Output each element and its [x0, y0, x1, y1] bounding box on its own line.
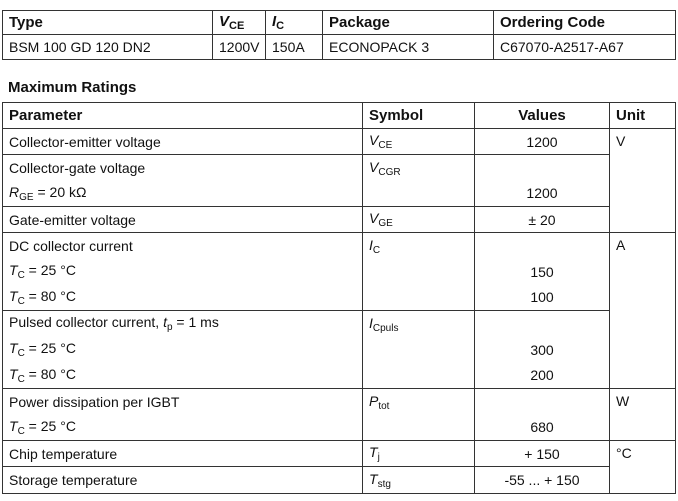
- symbol-ptot: $P_{tot}$: [363, 389, 475, 441]
- param-pulsed-collector-current: Pulsed collector current, $t_p = 1$ ms: [3, 311, 363, 337]
- col-unit: Unit: [610, 103, 676, 129]
- value-icpuls-80: 200: [475, 363, 610, 389]
- table-row: [3, 155, 676, 181]
- col-type: Type: [3, 11, 213, 35]
- table-row: [3, 259, 676, 285]
- param-collector-emitter-voltage: Collector-emitter voltage: [3, 129, 363, 155]
- param-ic-tc-25: $T_C = 25$ °C: [3, 259, 363, 285]
- symbol-ic: $I_C$: [363, 233, 475, 311]
- symbol-vge: $V_{GE}$: [363, 207, 475, 233]
- table-row: [3, 389, 676, 415]
- param-dc-collector-current: DC collector current: [3, 233, 363, 259]
- table-row: [3, 311, 676, 337]
- col-package: Package: [323, 11, 494, 35]
- value-tstg: -55 ... + 150: [475, 467, 610, 494]
- col-symbol: Symbol: [363, 103, 475, 129]
- param-ic-tc-80: $T_C = 80$ °C: [3, 285, 363, 311]
- param-ptot-tc-25: $T_C = 25$ °C: [3, 415, 363, 441]
- table-row: [3, 129, 676, 155]
- table-row: [3, 441, 676, 467]
- table-row: [3, 207, 676, 233]
- table-row: [3, 337, 676, 363]
- header-row: [3, 11, 676, 35]
- param-storage-temperature: Storage temperature: [3, 467, 363, 494]
- table-row: [3, 233, 676, 259]
- symbol-tj: $T_j$: [363, 441, 475, 467]
- maximum-ratings-title: Maximum Ratings: [8, 79, 137, 96]
- param-icpuls-tc-25: $T_C = 25$ °C: [3, 337, 363, 363]
- symbol-vcgr: $V_{CGR}$: [363, 155, 475, 207]
- col-vce: $V_{CE}$: [213, 11, 266, 35]
- vce-value: 1200V: [213, 35, 266, 60]
- param-chip-temperature: Chip temperature: [3, 441, 363, 467]
- product-header-table: [2, 10, 676, 60]
- value-ptot: 680: [475, 415, 610, 441]
- col-values: Values: [475, 103, 610, 129]
- value-ic-25: 150: [475, 259, 610, 285]
- maximum-ratings-table: [2, 102, 676, 494]
- ordering-code-value: C67070-A2517-A67: [494, 35, 676, 60]
- col-ic: $I_C$: [266, 11, 323, 35]
- symbol-tstg: $T_{stg}$: [363, 467, 475, 494]
- col-parameter: Parameter: [3, 103, 363, 129]
- value-ic-80: 100: [475, 285, 610, 311]
- ratings-header-row: [3, 103, 676, 129]
- unit-volt: V: [610, 129, 676, 233]
- symbol-vce: $V_{CE}$: [363, 129, 475, 155]
- param-icpuls-tc-80: $T_C = 80$ °C: [3, 363, 363, 389]
- unit-watt: W: [610, 389, 676, 441]
- package-value: ECONOPACK 3: [323, 35, 494, 60]
- table-row: [3, 285, 676, 311]
- unit-celsius: °C: [610, 441, 676, 494]
- value-vge: ± 20: [475, 207, 610, 233]
- value-icpuls-25: 300: [475, 337, 610, 363]
- unit-ampere: A: [610, 233, 676, 389]
- value-vcgr: 1200: [475, 181, 610, 207]
- param-gate-emitter-voltage: Gate-emitter voltage: [3, 207, 363, 233]
- type-value: BSM 100 GD 120 DN2: [3, 35, 213, 60]
- table-row: [3, 415, 676, 441]
- param-rge-condition: $R_{GE} = 20$ kΩ: [3, 181, 363, 207]
- symbol-icpuls: $I_{Cpuls}$: [363, 311, 475, 389]
- ic-value: 150A: [266, 35, 323, 60]
- product-row: [3, 35, 676, 60]
- table-row: [3, 363, 676, 389]
- value-tj: + 150: [475, 441, 610, 467]
- value-vce: 1200: [475, 129, 610, 155]
- table-row: [3, 181, 676, 207]
- param-power-dissipation: Power dissipation per IGBT: [3, 389, 363, 415]
- param-collector-gate-voltage: Collector-gate voltage: [3, 155, 363, 181]
- table-row: [3, 467, 676, 494]
- col-ordering-code: Ordering Code: [494, 11, 676, 35]
